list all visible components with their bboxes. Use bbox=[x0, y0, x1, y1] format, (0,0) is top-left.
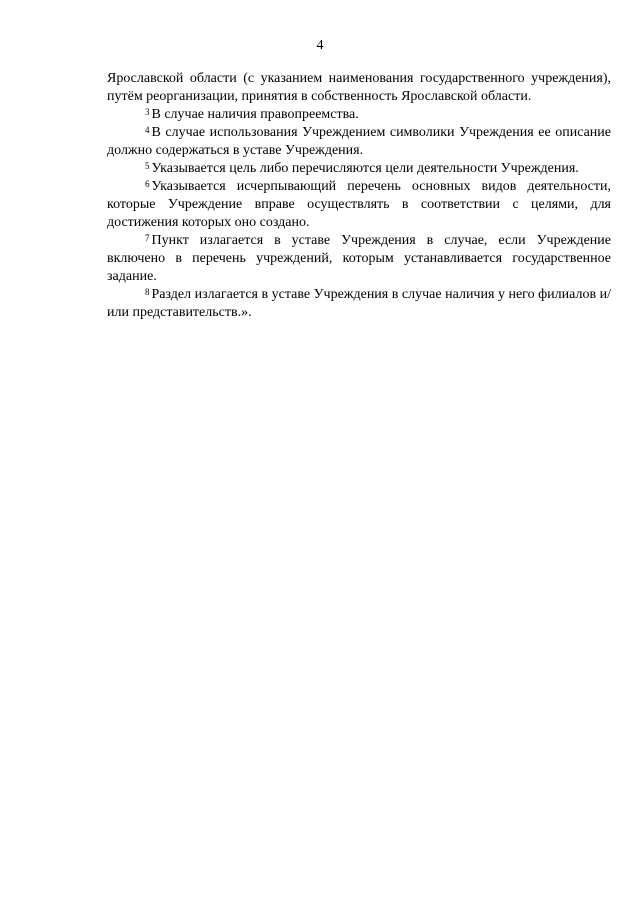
footnote-text: Раздел излагается в уставе Учреждения в случае наличия у него филиалов и/или представительств.». bbox=[107, 287, 611, 320]
footnote-3 bbox=[107, 106, 611, 124]
footnote-text: Указывается исчерпывающий перечень основных видов деятельности, которые Учреждение вправе осуществлять в соответствии с целями, для достижения которых оно создано. bbox=[107, 179, 611, 230]
footnote-mark: 5 bbox=[145, 161, 150, 171]
footnote-5 bbox=[107, 160, 611, 178]
footnote-mark: 7 bbox=[145, 233, 150, 243]
footnote-mark: 3 bbox=[145, 107, 150, 117]
footnote-text: В случае наличия правопреемства. bbox=[151, 107, 359, 122]
footnote-text: В случае использования Учреждением символики Учреждения ее описание должно содержаться в уставе Учреждения. bbox=[107, 125, 611, 158]
footnote-mark: 4 bbox=[145, 125, 150, 135]
document-body bbox=[107, 70, 611, 322]
footnote-7 bbox=[107, 232, 611, 286]
footnote-mark: 6 bbox=[145, 179, 150, 189]
continuation-paragraph: Ярославской области (с указанием наименования государственного учреждения), путём реорганизации, принятия в собственность Ярославской области. bbox=[107, 71, 611, 104]
footnote-4 bbox=[107, 124, 611, 160]
footnote-text: Указывается цель либо перечисляются цели деятельности Учреждения. bbox=[151, 161, 579, 176]
footnote-8 bbox=[107, 286, 611, 322]
footnote-mark: 8 bbox=[145, 287, 150, 297]
footnote-text: Пункт излагается в уставе Учреждения в случае, если Учреждение включено в перечень учреждений, которым устанавливается государственное задание. bbox=[107, 233, 611, 284]
page-number: 4 bbox=[316, 38, 324, 53]
footnote-6 bbox=[107, 178, 611, 232]
